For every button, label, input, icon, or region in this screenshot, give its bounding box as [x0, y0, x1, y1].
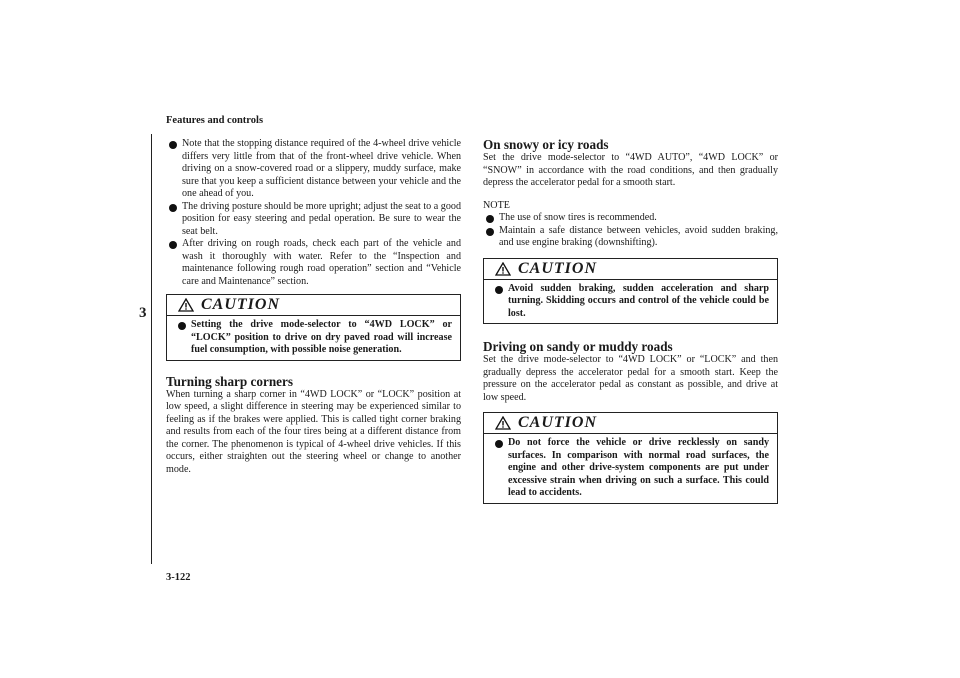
section-text: When turning a sharp corner in “4WD LOCK” or “LOCK” position at low speed, a slight difference in steering may be experienced similar to feeling as if the brakes were applied. This is called tight corner braking and results from each of the four tires being at a different distance from the corner. The phenomenon is typical of 4-wheel drive vehicles. If this occurs, either straighten out the steering wheel or change to another mode.: [166, 388, 461, 475]
caution-title: CAUTION: [518, 414, 598, 431]
section-text: Set the drive mode-selector to “4WD LOCK” or “LOCK” and then gradually depress the accelerator pedal for a smooth start. Keep the pressure on the accelerator pedal as constant as possible, and drive at low speed.: [483, 354, 778, 403]
bullet-text: The driving posture should be more upright; adjust the seat to a good position for easy steering and pedal operation. Be sure to wear the seat belt.: [182, 200, 461, 237]
section-text: Set the drive mode-selector to “4WD AUTO”, “4WD LOCK” or “SNOW” in accordance with the road conditions, and then gradually depress the accelerator pedal for a smooth start.: [483, 152, 778, 188]
caution-text: Do not force the vehicle or drive recklessly on sandy surfaces. In comparison with normal road surfaces, the engine and other drive-system components are put under excessive strain when driving on such a surface. This could lead to accidents.: [508, 437, 769, 498]
caution-box: [483, 412, 778, 504]
list-item: [492, 283, 769, 321]
list-item: [483, 212, 778, 225]
note-text: The use of snow tires is recommended.: [499, 212, 657, 223]
section-heading: Turning sharp corners: [166, 373, 294, 389]
list-item: [166, 138, 461, 201]
note-text: Maintain a safe distance between vehicles, avoid sudden braking, and use engine braking (downshifting).: [499, 224, 778, 248]
caution-box: [483, 258, 778, 325]
bullet-icon: [178, 322, 186, 330]
chapter-tab-line: [151, 134, 152, 564]
page-number: 3-122: [166, 572, 191, 583]
caution-header: [484, 413, 777, 434]
caution-text: Setting the drive mode-selector to “4WD LOCK” or “LOCK” position to drive on dry paved road will increase fuel consumption, with possible noise generation.: [191, 319, 452, 355]
section-heading: On snowy or icy roads: [483, 137, 609, 152]
warning-triangle-icon: [495, 262, 511, 276]
caution-header: [167, 295, 460, 316]
bullet-icon: [486, 228, 494, 236]
bullet-text: After driving on rough roads, check each part of the vehicle and wash it thoroughly with water. Refer to the “Inspection and maintenance following rough road operation” section and “Vehicle care and Maintenance” section.: [182, 238, 461, 287]
bullet-icon: [495, 440, 503, 448]
bullet-text: Note that the stopping distance required of the 4-wheel drive vehicle differs very little from that of the front-wheel drive vehicle. When driving on a snow-covered road or a slippery, muddy surface, make sure that you keep a sufficient distance between your vehicle and the one ahead of you.: [182, 138, 461, 199]
warning-triangle-icon: [178, 298, 194, 312]
caution-header: [484, 259, 777, 280]
list-item: [175, 319, 452, 357]
caution-title: CAUTION: [518, 259, 598, 277]
bullet-icon: [169, 141, 177, 149]
note-label: NOTE: [483, 199, 510, 211]
list-item: [492, 437, 769, 500]
list-item: [166, 238, 461, 288]
chapter-number: 3: [139, 305, 147, 321]
bullet-icon: [495, 286, 503, 294]
caution-title: CAUTION: [201, 296, 281, 313]
running-header: Features and controls: [166, 115, 264, 126]
bullet-icon: [169, 204, 177, 212]
section-heading: Driving on sandy or muddy roads: [483, 339, 673, 354]
left-column: [166, 138, 461, 476]
bullet-icon: [169, 241, 177, 249]
bullet-icon: [486, 215, 494, 223]
list-item: [166, 201, 461, 239]
list-item: [483, 225, 778, 250]
warning-triangle-icon: [495, 416, 511, 430]
right-column: [483, 138, 778, 504]
caution-box: [166, 294, 461, 361]
caution-text: Avoid sudden braking, sudden acceleration and sharp turning. Skidding occurs and control of the vehicle could be lost.: [508, 282, 769, 319]
